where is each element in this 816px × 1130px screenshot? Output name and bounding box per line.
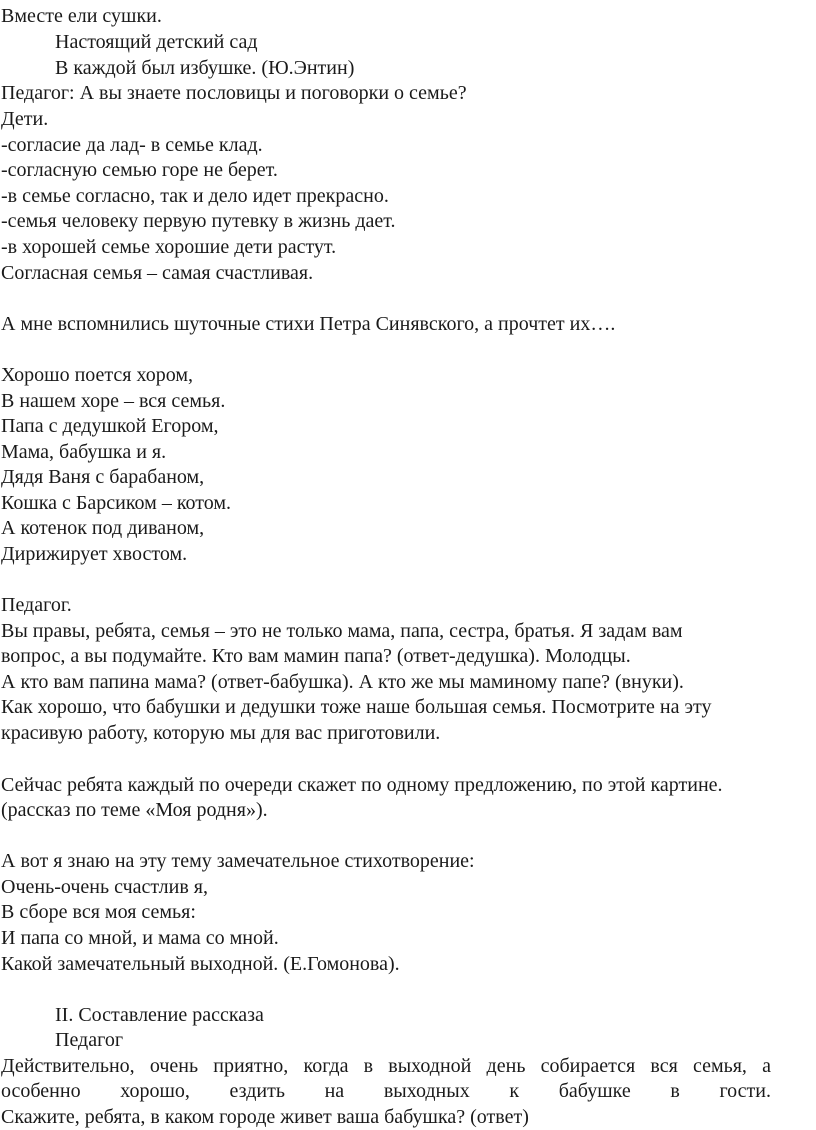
text-line: особенно хорошо, ездить на выходных к бабушке в гости. (1, 1080, 771, 1102)
text-line: Вы правы, ребята, семья – это не только мама, папа, сестра, братья. Я задам вам (1, 620, 683, 642)
text-line: вопрос, а вы подумайте. Кто вам мамин папа? (ответ-дедушка). Молодцы. (1, 645, 631, 667)
text-line: Как хорошо, что бабушки и дедушки тоже наше большая семья. Посмотрите на эту (1, 696, 712, 718)
text-line: В сборе вся моя семья: (1, 901, 196, 923)
text-line: Педагог. (1, 594, 72, 616)
text-line: Мама, бабушка и я. (1, 441, 167, 463)
text-line: Дирижирует хвостом. (1, 543, 188, 565)
text-line: А котенок под диваном, (1, 517, 205, 539)
text-line: Педагог (55, 1029, 124, 1051)
text-line: -согласие да лад- в семье клад. (1, 134, 263, 156)
text-line: Папа с дедушкой Егором, (1, 415, 219, 437)
text-line: А кто вам папина мама? (ответ-бабушка). А кто же мы маминому папе? (внуки). (1, 671, 684, 693)
text-line: Хорошо поется хором, (1, 364, 193, 386)
text-line: Сейчас ребята каждый по очереди скажет по одному предложению, по этой картине. (1, 774, 723, 796)
text-line: -согласную семью горе не берет. (1, 159, 278, 181)
text-line: Действительно, очень приятно, когда в выходной день собирается вся семья, а (1, 1055, 771, 1077)
text-line: Вместе ели сушки. (1, 5, 162, 27)
text-line: А вот я знаю на эту тему замечательное стихотворение: (1, 850, 475, 872)
text-line: Дядя Ваня с барабаном, (1, 466, 205, 488)
text-line: Какой замечательный выходной. (Е.Гомонова). (1, 953, 400, 975)
section-heading: II. Составление рассказа (55, 1004, 264, 1026)
text-line: В каждой был избушке. (Ю.Энтин) (55, 57, 355, 79)
text-line: Настоящий детский сад (55, 31, 258, 53)
text-line: -в хорошей семье хорошие дети растут. (1, 236, 337, 258)
text-line: Очень-очень счастлив я, (1, 876, 208, 898)
text-line: Педагог: А вы знаете пословицы и поговорки о семье? (1, 82, 467, 104)
text-line: Дети. (1, 108, 49, 130)
text-line: красивую работу, которую мы для вас приготовили. (1, 722, 441, 744)
text-line: А мне вспомнились шуточные стихи Петра Синявского, а прочтет их…. (1, 313, 616, 335)
text-line: -в семье согласно, так и дело идет прекрасно. (1, 185, 389, 207)
text-line: (рассказ по теме «Моя родня»). (1, 799, 268, 821)
text-line: В нашем хоре – вся семья. (1, 390, 226, 412)
text-line: И папа со мной, и мама со мной. (1, 927, 279, 949)
text-line: Согласная семья – самая счастливая. (1, 262, 314, 284)
text-line: Кошка с Барсиком – котом. (1, 492, 232, 514)
text-line: Скажите, ребята, в каком городе живет ваша бабушка? (ответ) (1, 1106, 529, 1128)
text-line: -семья человеку первую путевку в жизнь дает. (1, 210, 396, 232)
